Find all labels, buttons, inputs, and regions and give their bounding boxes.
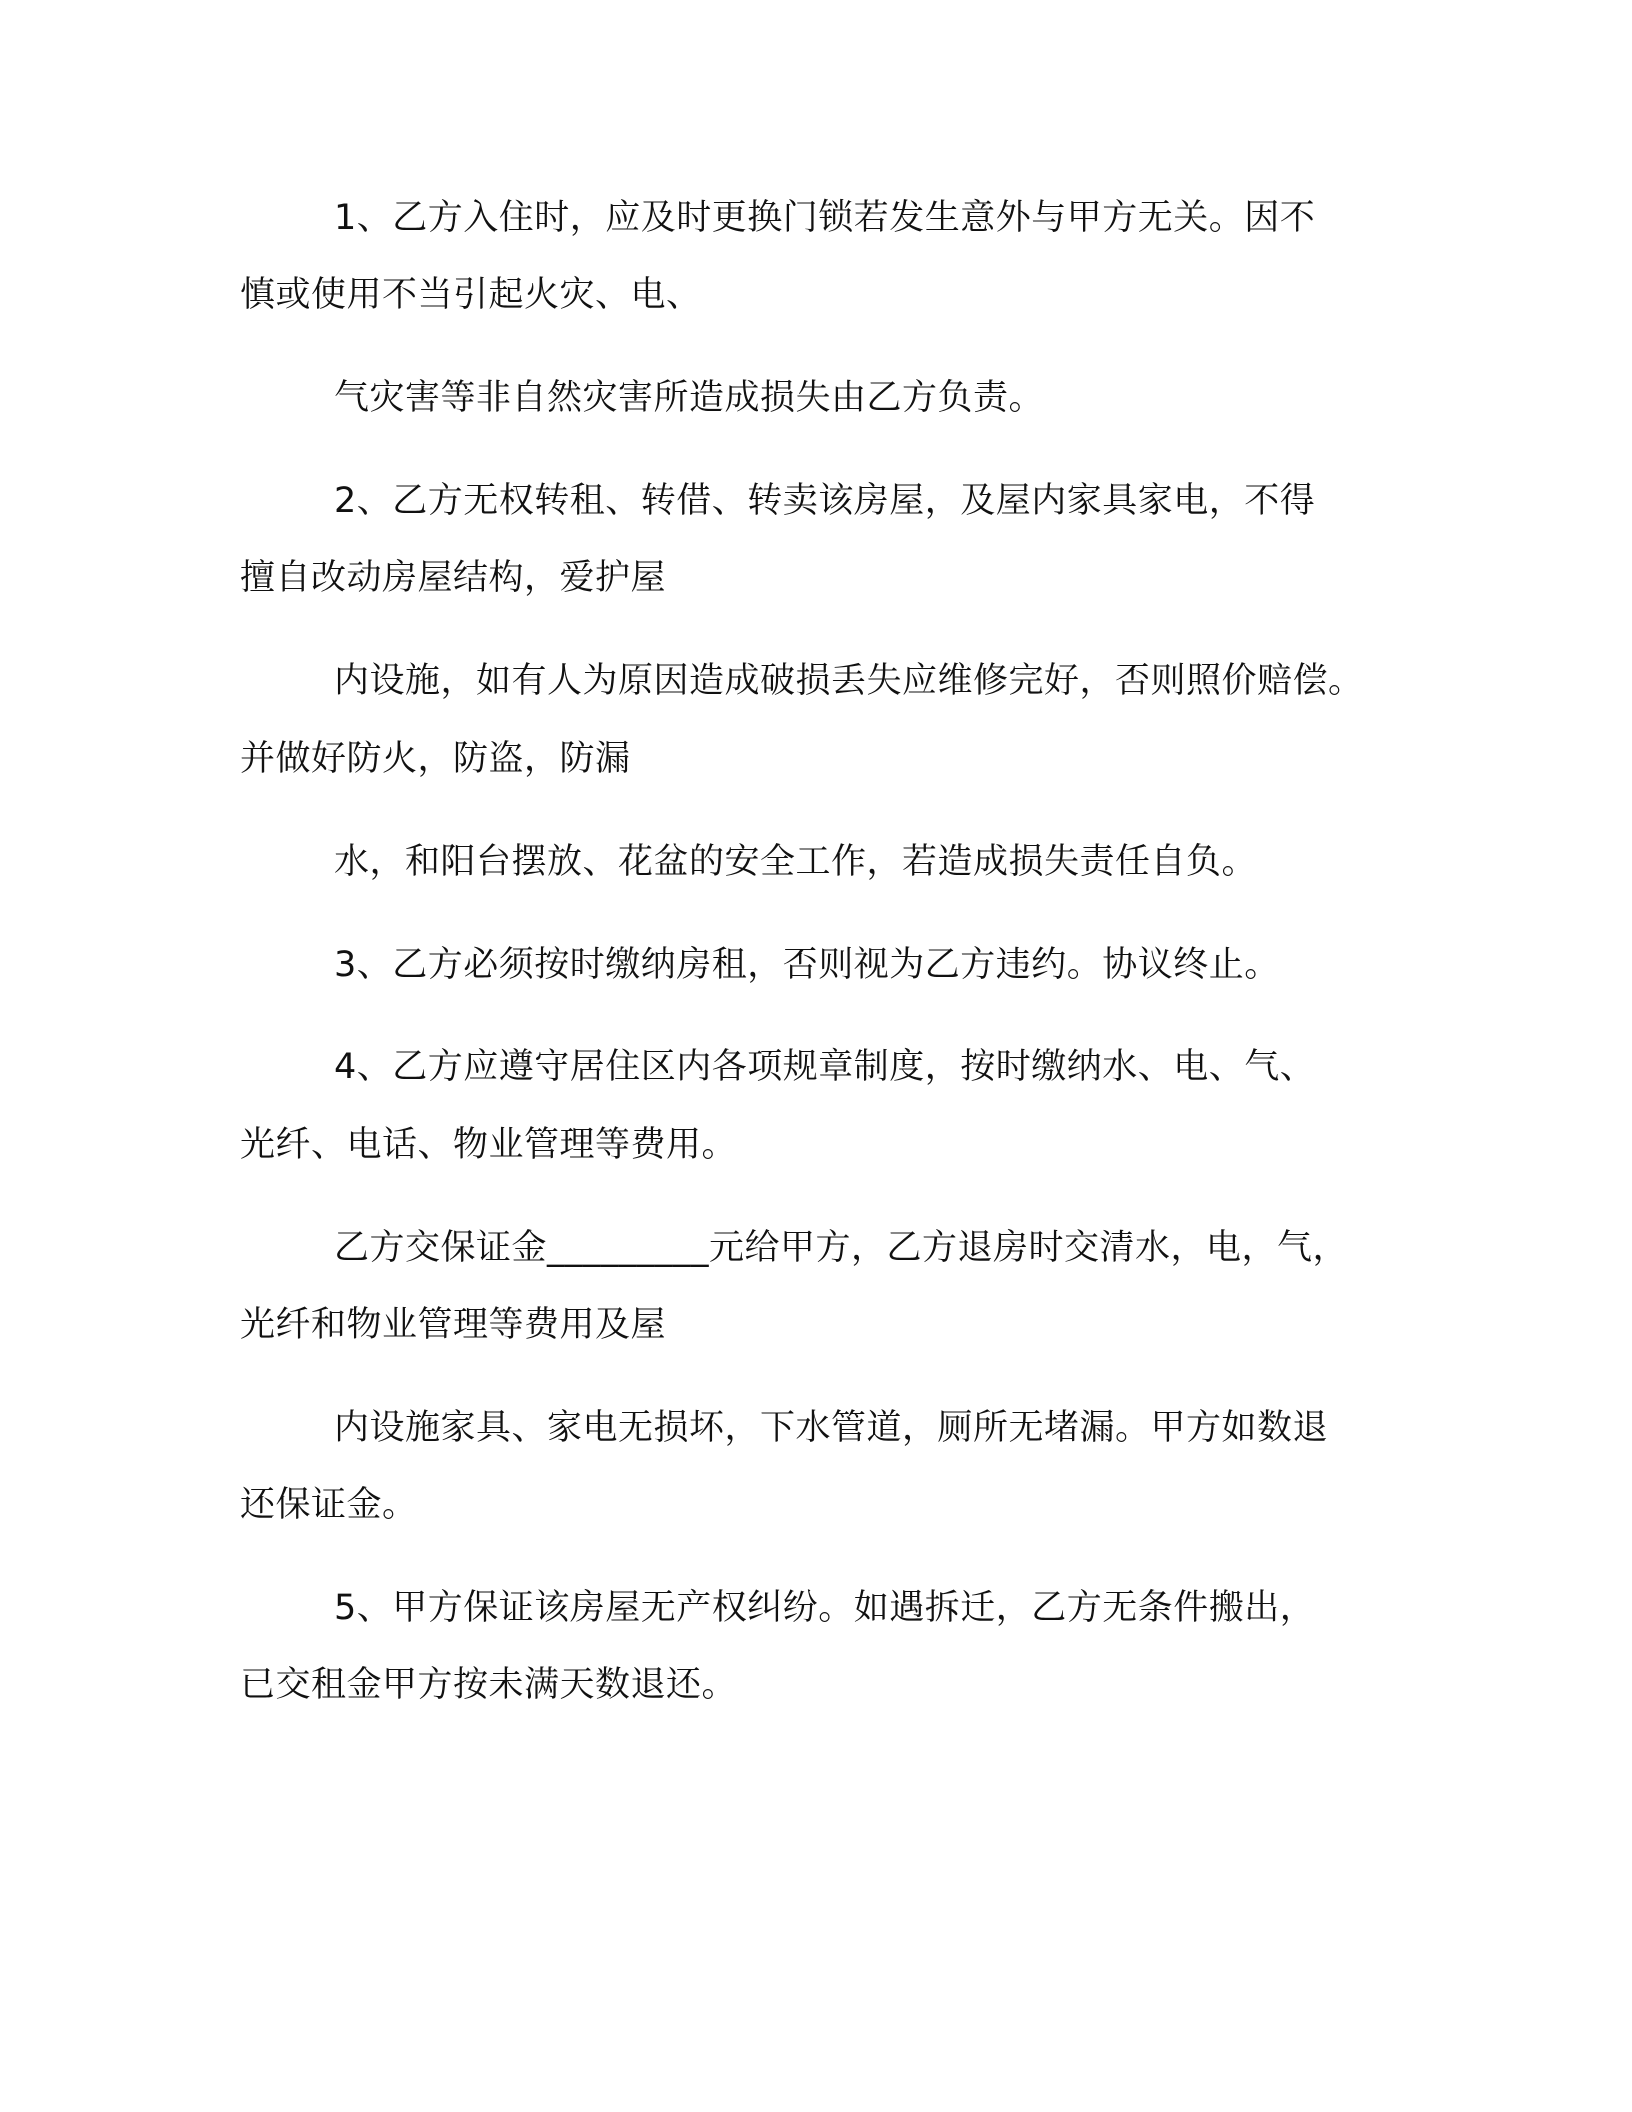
paragraph-4-line-1: 内设施，如有人为原因造成破损丢失应维修完好，否则照价赔偿。 bbox=[334, 661, 1364, 701]
paragraph-3-line-2: 擅自改动房屋结构，爱护屋 bbox=[240, 558, 667, 598]
paragraph-7-line-1: 4、乙方应遵守居住区内各项规章制度，按时缴纳水、电、气、 bbox=[334, 1047, 1316, 1087]
paragraph-8-line-2: 光纤和物业管理等费用及屋 bbox=[240, 1305, 667, 1345]
paragraph-1-line-1: 1、乙方入住时，应及时更换门锁若发生意外与甲方无关。因不 bbox=[334, 198, 1316, 238]
paragraph-9-line-2: 还保证金。 bbox=[240, 1485, 418, 1525]
paragraph-9-line-1: 内设施家具、家电无损坏，下水管道，厕所无堵漏。甲方如数退 bbox=[334, 1408, 1329, 1448]
paragraph-8-line-1: 乙方交保证金_________元给甲方，乙方退房时交清水，电，气， bbox=[334, 1228, 1349, 1268]
paragraph-6-line-1: 3、乙方必须按时缴纳房租，否则视为乙方违约。协议终止。 bbox=[334, 945, 1280, 985]
paragraph-2-line-1: 气灾害等非自然灾害所造成损失由乙方负责。 bbox=[334, 378, 1045, 418]
paragraph-3-line-1: 2、乙方无权转租、转借、转卖该房屋，及屋内家具家电，不得 bbox=[334, 481, 1316, 521]
paragraph-10-line-1: 5、甲方保证该房屋无产权纠纷。如遇拆迁，乙方无条件搬出， bbox=[334, 1588, 1316, 1628]
paragraph-5-line-1: 水，和阳台摆放、花盆的安全工作，若造成损失责任自负。 bbox=[334, 842, 1258, 882]
paragraph-1-line-2: 慎或使用不当引起火灾、电、 bbox=[240, 275, 702, 315]
paragraph-4-line-2: 并做好防火，防盗，防漏 bbox=[240, 739, 631, 779]
paragraph-7-line-2: 光纤、电话、物业管理等费用。 bbox=[240, 1125, 738, 1165]
paragraph-10-line-2: 已交租金甲方按未满天数退还。 bbox=[240, 1665, 738, 1705]
